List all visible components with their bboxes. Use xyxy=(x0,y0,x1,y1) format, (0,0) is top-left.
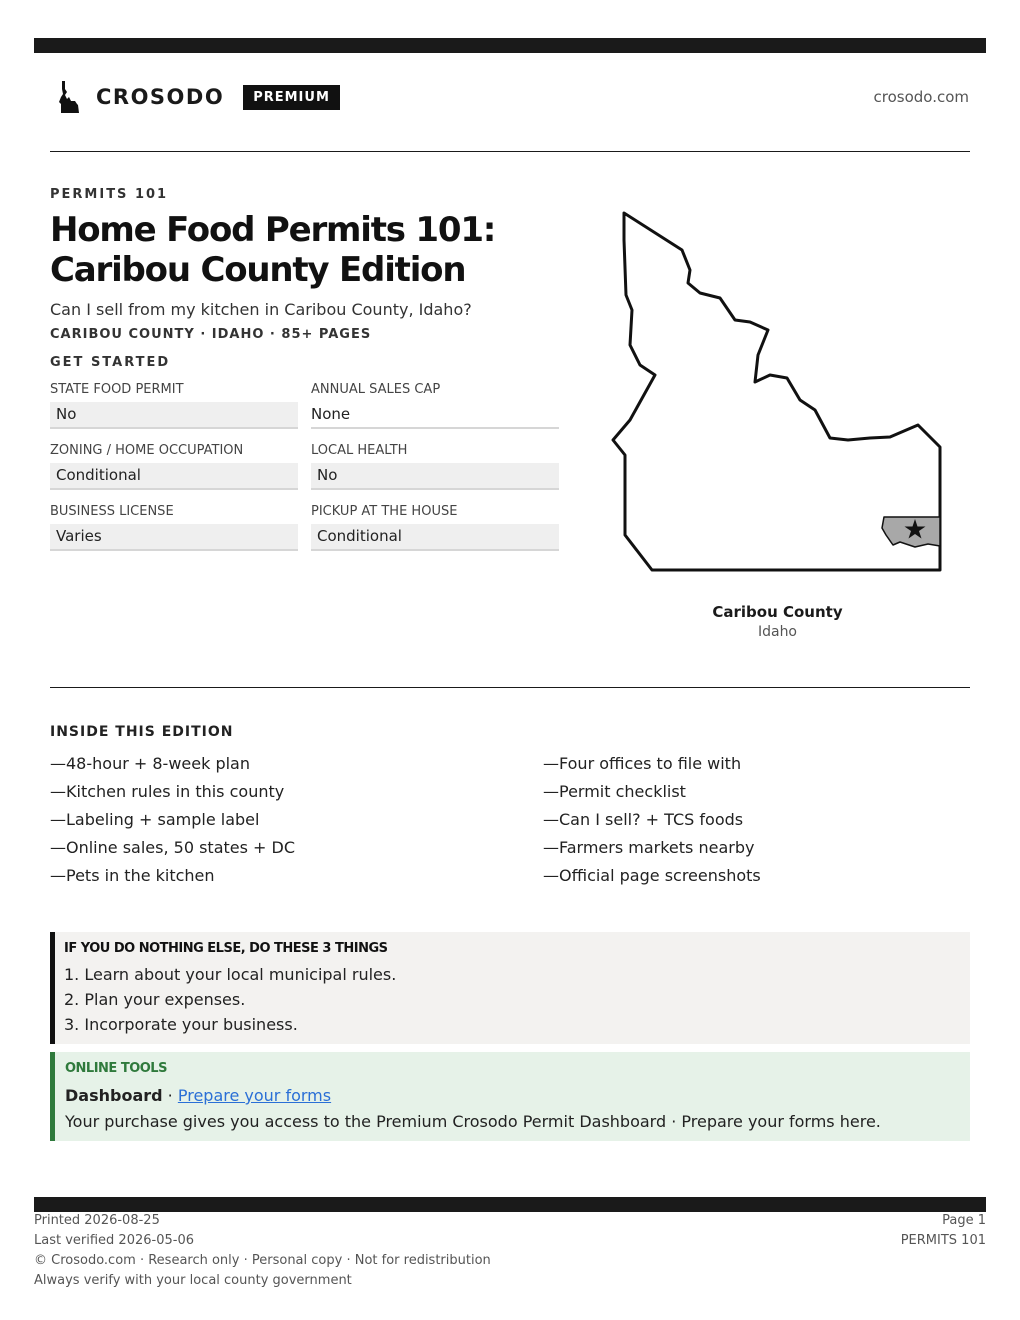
toc-item: —Online sales, 50 states + DC xyxy=(50,838,296,857)
tools-title: ONLINE TOOLS xyxy=(65,1061,167,1076)
toc-item: —Permit checklist xyxy=(543,782,686,801)
fact-value: None xyxy=(311,402,559,429)
fact-value: Conditional xyxy=(50,463,298,490)
step-item: 2. Plan your expenses. xyxy=(64,990,246,1009)
footer-section: PERMITS 101 xyxy=(900,1233,986,1248)
map-state-label: Idaho xyxy=(757,624,798,640)
toc-item: —Can I sell? + TCS foods xyxy=(543,810,744,829)
fact-label: ZONING / HOME OCCUPATION xyxy=(50,443,244,458)
idaho-state-map xyxy=(600,205,950,580)
online-tools-callout xyxy=(50,1052,970,1141)
permit-facts-grid xyxy=(50,382,559,565)
fact-annual-sales-cap xyxy=(311,382,559,443)
step-item: 1. Learn about your local municipal rules. xyxy=(64,965,397,984)
steps-list xyxy=(64,962,970,1037)
toc-item: —48-hour + 8-week plan xyxy=(50,754,250,773)
header-divider xyxy=(50,151,970,152)
page-subtitle: Can I sell from my kitchen in Caribou County, Idaho? xyxy=(50,300,472,319)
prepare-forms-link[interactable]: Prepare your forms xyxy=(177,1086,332,1105)
callout-title: IF YOU DO NOTHING ELSE, DO THESE 3 THINGS xyxy=(64,941,388,956)
fact-zoning xyxy=(50,443,298,504)
step-item: 3. Incorporate your business. xyxy=(64,1015,298,1034)
three-things-callout xyxy=(50,932,970,1044)
fact-local-health xyxy=(311,443,559,504)
map-county-label: Caribou County xyxy=(712,603,843,621)
toc-right-list xyxy=(543,750,761,890)
fact-value: Conditional xyxy=(311,524,559,551)
tools-line xyxy=(65,1085,970,1107)
verified-date: Last verified 2026-05-06 xyxy=(34,1233,194,1248)
brand[interactable] xyxy=(58,80,340,114)
copyright: © Crosodo.com · Research only · Personal copy · Not for redistribution xyxy=(34,1253,491,1268)
page-title: Home Food Permits 101: Caribou County Edition xyxy=(50,210,496,290)
get-started-heading: GET STARTED xyxy=(50,355,171,370)
fact-label: BUSINESS LICENSE xyxy=(50,504,174,519)
verify-note: Always verify with your local county government xyxy=(34,1273,352,1288)
bottom-rule-bar xyxy=(34,1197,986,1212)
fact-value: No xyxy=(50,402,298,429)
page-number: Page 1 xyxy=(942,1213,986,1228)
fact-value: Varies xyxy=(50,524,298,551)
toc-left-list xyxy=(50,750,295,890)
fact-label: ANNUAL SALES CAP xyxy=(311,382,441,397)
footer-right xyxy=(901,1211,986,1251)
tools-description: Your purchase gives you access to the Premium Crosodo Permit Dashboard · Prepare your forms here. xyxy=(65,1112,881,1131)
tools-separator: · xyxy=(162,1086,178,1105)
section-divider xyxy=(50,687,970,688)
toc-item: —Labeling + sample label xyxy=(50,810,260,829)
toc-item: —Farmers markets nearby xyxy=(543,838,755,857)
idaho-logo-icon xyxy=(58,80,80,114)
fact-business-license xyxy=(50,504,298,565)
toc-item: —Pets in the kitchen xyxy=(50,866,215,885)
printed-date: Printed 2026-08-25 xyxy=(34,1213,160,1228)
toc-item: —Four offices to file with xyxy=(543,754,742,773)
fact-value: No xyxy=(311,463,559,490)
inside-edition-heading: INSIDE THIS EDITION xyxy=(50,724,234,740)
brand-name: CROSODO xyxy=(96,85,225,109)
dashboard-label: Dashboard xyxy=(65,1086,163,1105)
footer-left xyxy=(34,1211,491,1291)
fact-pickup-at-house xyxy=(311,504,559,565)
toc-item: —Kitchen rules in this county xyxy=(50,782,285,801)
top-rule-bar xyxy=(34,38,986,53)
site-url[interactable]: crosodo.com xyxy=(873,88,969,106)
fact-label: LOCAL HEALTH xyxy=(311,443,408,458)
fact-label: STATE FOOD PERMIT xyxy=(50,382,184,397)
premium-badge: PREMIUM xyxy=(243,85,340,110)
toc-item: —Official page screenshots xyxy=(543,866,761,885)
section-kicker: PERMITS 101 xyxy=(50,187,169,202)
fact-state-food-permit xyxy=(50,382,298,443)
edition-meta: CARIBOU COUNTY · IDAHO · 85+ PAGES xyxy=(50,327,372,342)
fact-label: PICKUP AT THE HOUSE xyxy=(311,504,458,519)
